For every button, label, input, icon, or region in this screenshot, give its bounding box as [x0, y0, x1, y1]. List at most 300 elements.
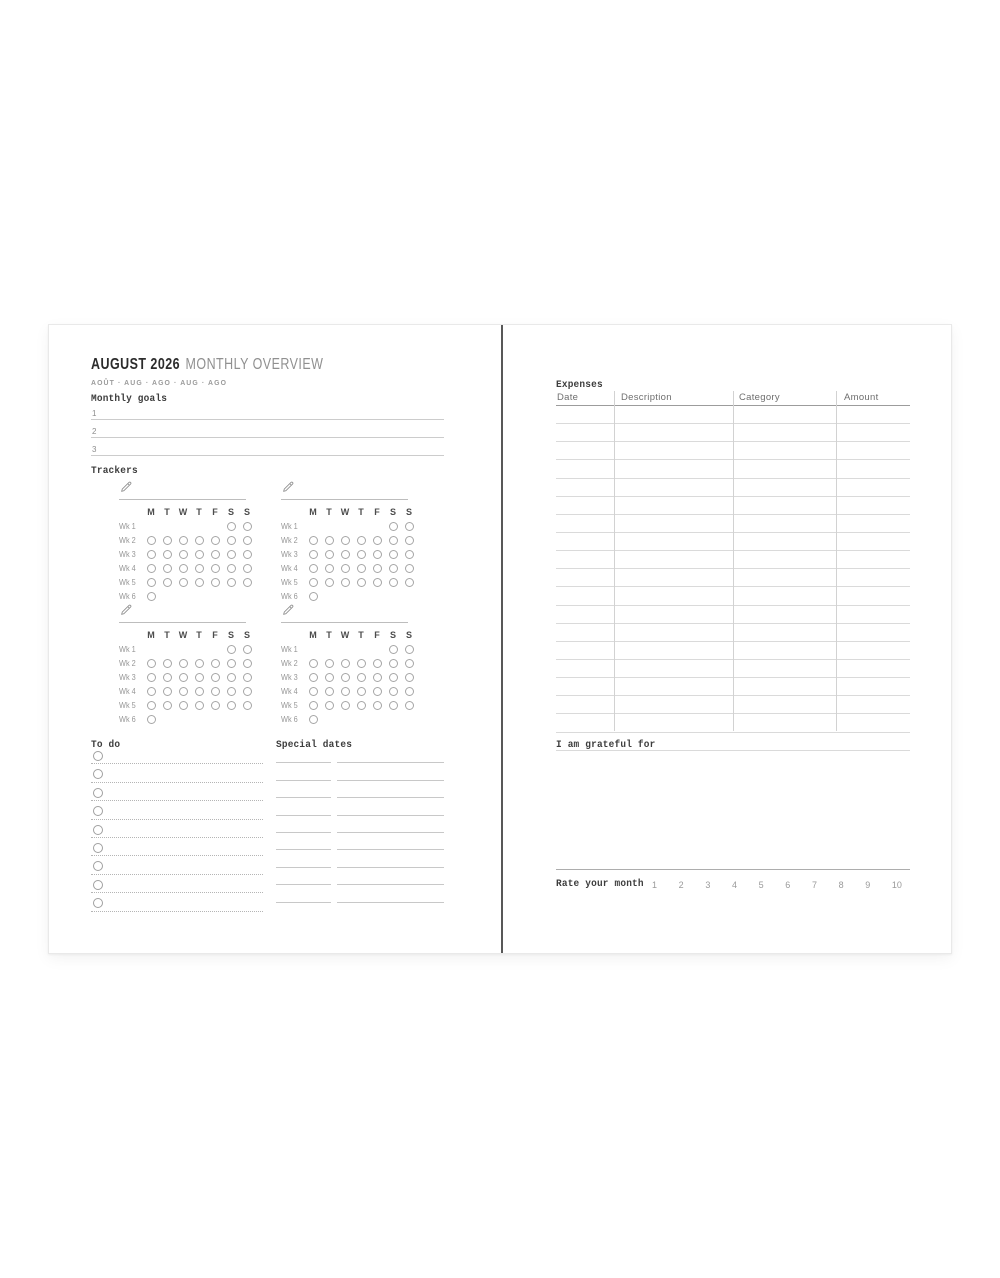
tracker-circle	[389, 659, 398, 668]
day-header: T	[196, 506, 202, 517]
tracker-circle	[405, 687, 414, 696]
tracker-cell	[239, 673, 255, 682]
tracker-cell	[223, 687, 239, 696]
tracker-circle	[405, 673, 414, 682]
special-date-row	[276, 885, 444, 902]
tracker-cell	[191, 673, 207, 682]
todo-checkbox-circle	[93, 806, 103, 816]
rate-divider-line	[556, 869, 910, 870]
tracker-week-grid	[281, 505, 421, 603]
tracker-circle	[163, 687, 172, 696]
week-label: Wk 1	[281, 521, 298, 531]
title-section: MONTHLY OVERVIEW	[185, 356, 324, 373]
tracker-circle	[147, 715, 156, 724]
week-label: Wk 1	[119, 521, 136, 531]
day-header: W	[340, 506, 350, 517]
tracker-circle	[227, 536, 236, 545]
tracker-cell	[321, 536, 337, 545]
tracker-circle	[373, 536, 382, 545]
tracker-cell	[353, 550, 369, 559]
tracker-cell	[207, 578, 223, 587]
tracker-cell	[191, 701, 207, 710]
tracker-circle	[163, 578, 172, 587]
tracker-cell	[239, 522, 255, 531]
day-header: F	[212, 506, 218, 517]
day-header: W	[178, 629, 188, 640]
tracker-cell	[321, 687, 337, 696]
tracker-circle	[243, 550, 252, 559]
tracker-cell	[223, 550, 239, 559]
tracker-circle	[405, 701, 414, 710]
tracker-cell	[143, 578, 159, 587]
tracker-corner-cell	[119, 629, 143, 642]
expenses-label: Expenses	[556, 379, 603, 391]
todo-row	[91, 801, 263, 819]
week-label: Wk 5	[119, 700, 136, 710]
tracker-cell	[239, 564, 255, 573]
special-desc-line	[337, 798, 444, 815]
tracker-circle	[325, 701, 334, 710]
tracker-name-line	[119, 606, 246, 623]
tracker-cell	[337, 564, 353, 573]
tracker-week-grid	[119, 505, 259, 603]
tracker-cell	[223, 659, 239, 668]
tracker-circle	[179, 673, 188, 682]
tracker-circle	[163, 536, 172, 545]
tracker-cell	[143, 673, 159, 682]
tracker-circle	[389, 687, 398, 696]
todo-row	[91, 838, 263, 856]
tracker-cell	[337, 578, 353, 587]
todo-checkbox-circle	[93, 751, 103, 761]
tracker-circle	[357, 536, 366, 545]
tracker-circle	[405, 659, 414, 668]
tracker-cell	[191, 536, 207, 545]
special-date-line	[276, 885, 331, 902]
week-label: Wk 3	[281, 549, 298, 559]
tracker-circle	[405, 578, 414, 587]
tracker-cell	[337, 673, 353, 682]
pencil-icon	[120, 480, 133, 498]
todo-checkbox-circle	[93, 898, 103, 908]
rate-label: Rate your month	[556, 878, 644, 890]
week-label: Wk 6	[281, 591, 298, 601]
tracker-cell	[239, 578, 255, 587]
tracker-circle	[227, 522, 236, 531]
day-header: T	[164, 506, 170, 517]
tracker-circle	[147, 564, 156, 573]
tracker-cell	[337, 701, 353, 710]
day-header: M	[147, 506, 155, 517]
tracker-cell	[385, 645, 401, 654]
tracker-cell	[385, 536, 401, 545]
tracker-circle	[325, 687, 334, 696]
tracker-circle	[243, 522, 252, 531]
day-header: T	[326, 629, 332, 640]
special-desc-line	[337, 868, 444, 885]
week-label: Wk 3	[119, 549, 136, 559]
special-date-line	[276, 746, 331, 763]
tracker-cell	[143, 550, 159, 559]
tracker-cell	[207, 550, 223, 559]
tracker-cell	[401, 645, 417, 654]
tracker-grid-1	[119, 483, 259, 603]
tracker-circle	[195, 536, 204, 545]
rate-number: 8	[838, 880, 844, 890]
tracker-circle	[195, 550, 204, 559]
tracker-week-grid	[281, 628, 421, 726]
tracker-cell	[223, 578, 239, 587]
tracker-cell	[175, 687, 191, 696]
tracker-circle	[179, 536, 188, 545]
special-date-row	[276, 850, 444, 867]
tracker-cell	[143, 715, 159, 724]
todo-checkbox-circle	[93, 843, 103, 853]
tracker-circle	[373, 687, 382, 696]
day-header: W	[340, 629, 350, 640]
tracker-circle	[163, 550, 172, 559]
tracker-cell	[239, 659, 255, 668]
tracker-circle	[179, 687, 188, 696]
tracker-cell	[385, 522, 401, 531]
tracker-cell	[353, 564, 369, 573]
tracker-circle	[227, 687, 236, 696]
rate-number: 4	[731, 880, 737, 890]
page-title	[91, 356, 323, 374]
tracker-cell	[369, 564, 385, 573]
week-label: Wk 4	[281, 563, 298, 573]
tracker-circle	[325, 578, 334, 587]
todo-row	[91, 783, 263, 801]
day-header: T	[164, 629, 170, 640]
tracker-circle	[389, 550, 398, 559]
tracker-circle	[325, 673, 334, 682]
tracker-cell	[207, 536, 223, 545]
tracker-cell	[175, 659, 191, 668]
tracker-circle	[325, 536, 334, 545]
tracker-cell	[369, 550, 385, 559]
tracker-cell	[369, 673, 385, 682]
special-desc-line	[337, 850, 444, 867]
tracker-circle	[243, 673, 252, 682]
tracker-circle	[179, 659, 188, 668]
expenses-column-separator	[733, 391, 734, 731]
tracker-circle	[341, 659, 350, 668]
week-label: Wk 6	[119, 714, 136, 724]
tracker-circle	[211, 673, 220, 682]
tracker-cell	[385, 564, 401, 573]
day-header: S	[405, 506, 412, 517]
tracker-cell	[191, 578, 207, 587]
tracker-circle	[389, 673, 398, 682]
tracker-circle	[243, 536, 252, 545]
tracker-cell	[143, 659, 159, 668]
week-label: Wk 3	[119, 672, 136, 682]
tracker-circle	[163, 564, 172, 573]
todo-row	[91, 893, 263, 911]
tracker-cell	[191, 550, 207, 559]
tracker-cell	[369, 687, 385, 696]
tracker-cell	[191, 564, 207, 573]
tracker-corner-cell	[281, 629, 305, 642]
special-date-row	[276, 868, 444, 885]
tracker-cell	[143, 564, 159, 573]
special-date-row	[276, 763, 444, 780]
tracker-circle	[389, 701, 398, 710]
todo-label: To do	[91, 739, 121, 751]
tracker-cell	[369, 701, 385, 710]
special-dates-label: Special dates	[276, 739, 353, 751]
tracker-circle	[195, 673, 204, 682]
tracker-circle	[227, 564, 236, 573]
tracker-cell	[159, 673, 175, 682]
tracker-cell	[239, 536, 255, 545]
tracker-circle	[309, 564, 318, 573]
todo-checkbox-circle	[93, 880, 103, 890]
tracker-grid-3	[119, 606, 259, 726]
tracker-cell	[175, 550, 191, 559]
tracker-circle	[195, 701, 204, 710]
tracker-circle	[389, 645, 398, 654]
tracker-circle	[309, 578, 318, 587]
tracker-cell	[305, 701, 321, 710]
goal-row	[91, 420, 444, 438]
tracker-circle	[211, 550, 220, 559]
tracker-cell	[401, 578, 417, 587]
todo-row	[91, 875, 263, 893]
title-month-year: AUGUST 2026	[91, 356, 181, 373]
tracker-cell	[401, 687, 417, 696]
tracker-circle	[341, 536, 350, 545]
week-label: Wk 5	[281, 577, 298, 587]
tracker-cell	[385, 673, 401, 682]
week-label: Wk 4	[119, 686, 136, 696]
tracker-cell	[159, 564, 175, 573]
tracker-circle	[147, 592, 156, 601]
tracker-cell	[143, 592, 159, 601]
expenses-table	[556, 391, 910, 751]
goal-number: 2	[92, 427, 97, 436]
expenses-column-header: Date	[557, 392, 579, 403]
tracker-circle	[389, 564, 398, 573]
tracker-circle	[179, 564, 188, 573]
todo-checkbox-circle	[93, 825, 103, 835]
tracker-circle	[357, 701, 366, 710]
day-header: F	[212, 629, 218, 640]
tracker-circle	[147, 687, 156, 696]
tracker-cell	[175, 578, 191, 587]
tracker-cell	[385, 578, 401, 587]
tracker-cell	[353, 687, 369, 696]
tracker-cell	[159, 550, 175, 559]
week-label: Wk 4	[281, 686, 298, 696]
day-header: S	[389, 629, 396, 640]
tracker-cell	[191, 659, 207, 668]
tracker-cell	[385, 687, 401, 696]
tracker-cell	[223, 701, 239, 710]
tracker-circle	[357, 578, 366, 587]
tracker-circle	[341, 673, 350, 682]
day-header: T	[196, 629, 202, 640]
tracker-circle	[341, 687, 350, 696]
week-label: Wk 1	[119, 644, 136, 654]
tracker-cell	[239, 645, 255, 654]
tracker-cell	[305, 564, 321, 573]
special-date-row	[276, 781, 444, 798]
tracker-circle	[309, 673, 318, 682]
grateful-label: I am grateful for	[556, 739, 656, 751]
tracker-cell	[207, 564, 223, 573]
tracker-cell	[401, 522, 417, 531]
tracker-cell	[385, 550, 401, 559]
tracker-circle	[357, 659, 366, 668]
tracker-cell	[207, 687, 223, 696]
pencil-icon	[120, 603, 133, 621]
rate-number: 1	[652, 880, 658, 890]
tracker-cell	[175, 701, 191, 710]
todo-checkbox-circle	[93, 788, 103, 798]
tracker-cell	[223, 564, 239, 573]
monthly-goals-label: Monthly goals	[91, 393, 168, 405]
expenses-column-separator	[614, 391, 615, 731]
special-date-row	[276, 746, 444, 763]
tracker-circle	[341, 564, 350, 573]
todo-row	[91, 820, 263, 838]
tracker-circle	[389, 536, 398, 545]
day-header: T	[358, 629, 364, 640]
goal-number: 1	[92, 409, 97, 418]
tracker-cell	[159, 536, 175, 545]
todo-checkbox-circle	[93, 861, 103, 871]
day-header: S	[227, 629, 234, 640]
goal-number: 3	[92, 445, 97, 454]
todo-row	[91, 856, 263, 874]
tracker-cell	[321, 659, 337, 668]
tracker-circle	[195, 687, 204, 696]
day-header: M	[147, 629, 155, 640]
tracker-cell	[159, 659, 175, 668]
special-date-line	[276, 850, 331, 867]
week-label: Wk 1	[281, 644, 298, 654]
tracker-name-line	[119, 483, 246, 500]
tracker-circle	[357, 687, 366, 696]
tracker-circle	[147, 659, 156, 668]
tracker-circle	[163, 659, 172, 668]
tracker-cell	[239, 701, 255, 710]
tracker-cell	[369, 536, 385, 545]
tracker-circle	[373, 550, 382, 559]
tracker-cell	[401, 550, 417, 559]
pencil-icon	[282, 480, 295, 498]
todo-checkbox-circle	[93, 769, 103, 779]
special-desc-line	[337, 763, 444, 780]
day-header: T	[326, 506, 332, 517]
tracker-circle	[373, 578, 382, 587]
tracker-week-grid	[119, 628, 259, 726]
tracker-circle	[195, 578, 204, 587]
tracker-circle	[227, 645, 236, 654]
tracker-circle	[243, 564, 252, 573]
tracker-circle	[325, 550, 334, 559]
todo-row	[91, 764, 263, 782]
tracker-circle	[211, 701, 220, 710]
tracker-cell	[321, 578, 337, 587]
tracker-cell	[223, 536, 239, 545]
rate-number: 3	[705, 880, 711, 890]
tracker-circle	[309, 592, 318, 601]
tracker-cell	[143, 701, 159, 710]
trackers-label: Trackers	[91, 465, 138, 477]
special-date-line	[276, 833, 331, 850]
tracker-circle	[147, 550, 156, 559]
tracker-cell	[305, 550, 321, 559]
tracker-circle	[227, 701, 236, 710]
tracker-cell	[337, 536, 353, 545]
rate-scale	[652, 880, 902, 890]
day-header: S	[243, 506, 250, 517]
tracker-circle	[309, 701, 318, 710]
tracker-cell	[369, 578, 385, 587]
tracker-circle	[405, 522, 414, 531]
tracker-circle	[227, 578, 236, 587]
tracker-circle	[373, 673, 382, 682]
week-label: Wk 6	[281, 714, 298, 724]
day-header: T	[358, 506, 364, 517]
tracker-circle	[147, 578, 156, 587]
tracker-circle	[211, 659, 220, 668]
tracker-circle	[163, 701, 172, 710]
week-label: Wk 6	[119, 591, 136, 601]
rate-number: 10	[891, 880, 902, 890]
week-label: Wk 2	[281, 535, 298, 545]
week-label: Wk 2	[119, 535, 136, 545]
tracker-cell	[321, 673, 337, 682]
tracker-cell	[385, 701, 401, 710]
tracker-cell	[175, 673, 191, 682]
special-dates-list	[276, 746, 444, 903]
tracker-circle	[373, 564, 382, 573]
tracker-circle	[211, 536, 220, 545]
tracker-cell	[353, 673, 369, 682]
tracker-circle	[243, 578, 252, 587]
tracker-cell	[143, 536, 159, 545]
tracker-cell	[353, 701, 369, 710]
expenses-column-header: Description	[621, 392, 672, 403]
tracker-cell	[401, 673, 417, 682]
tracker-circle	[389, 522, 398, 531]
tracker-cell	[401, 659, 417, 668]
tracker-cell	[175, 536, 191, 545]
special-date-row	[276, 833, 444, 850]
tracker-cell	[305, 536, 321, 545]
tracker-cell	[369, 659, 385, 668]
special-date-row	[276, 798, 444, 815]
tracker-circle	[243, 659, 252, 668]
week-label: Wk 5	[281, 700, 298, 710]
special-date-line	[276, 868, 331, 885]
tracker-circle	[163, 673, 172, 682]
day-header: F	[374, 629, 380, 640]
week-label: Wk 2	[281, 658, 298, 668]
tracker-circle	[325, 659, 334, 668]
tracker-circle	[357, 673, 366, 682]
day-header: S	[405, 629, 412, 640]
tracker-circle	[195, 659, 204, 668]
rate-number: 6	[785, 880, 791, 890]
tracker-grid-4	[281, 606, 421, 726]
expenses-column-separator	[836, 391, 837, 731]
tracker-cell	[223, 673, 239, 682]
